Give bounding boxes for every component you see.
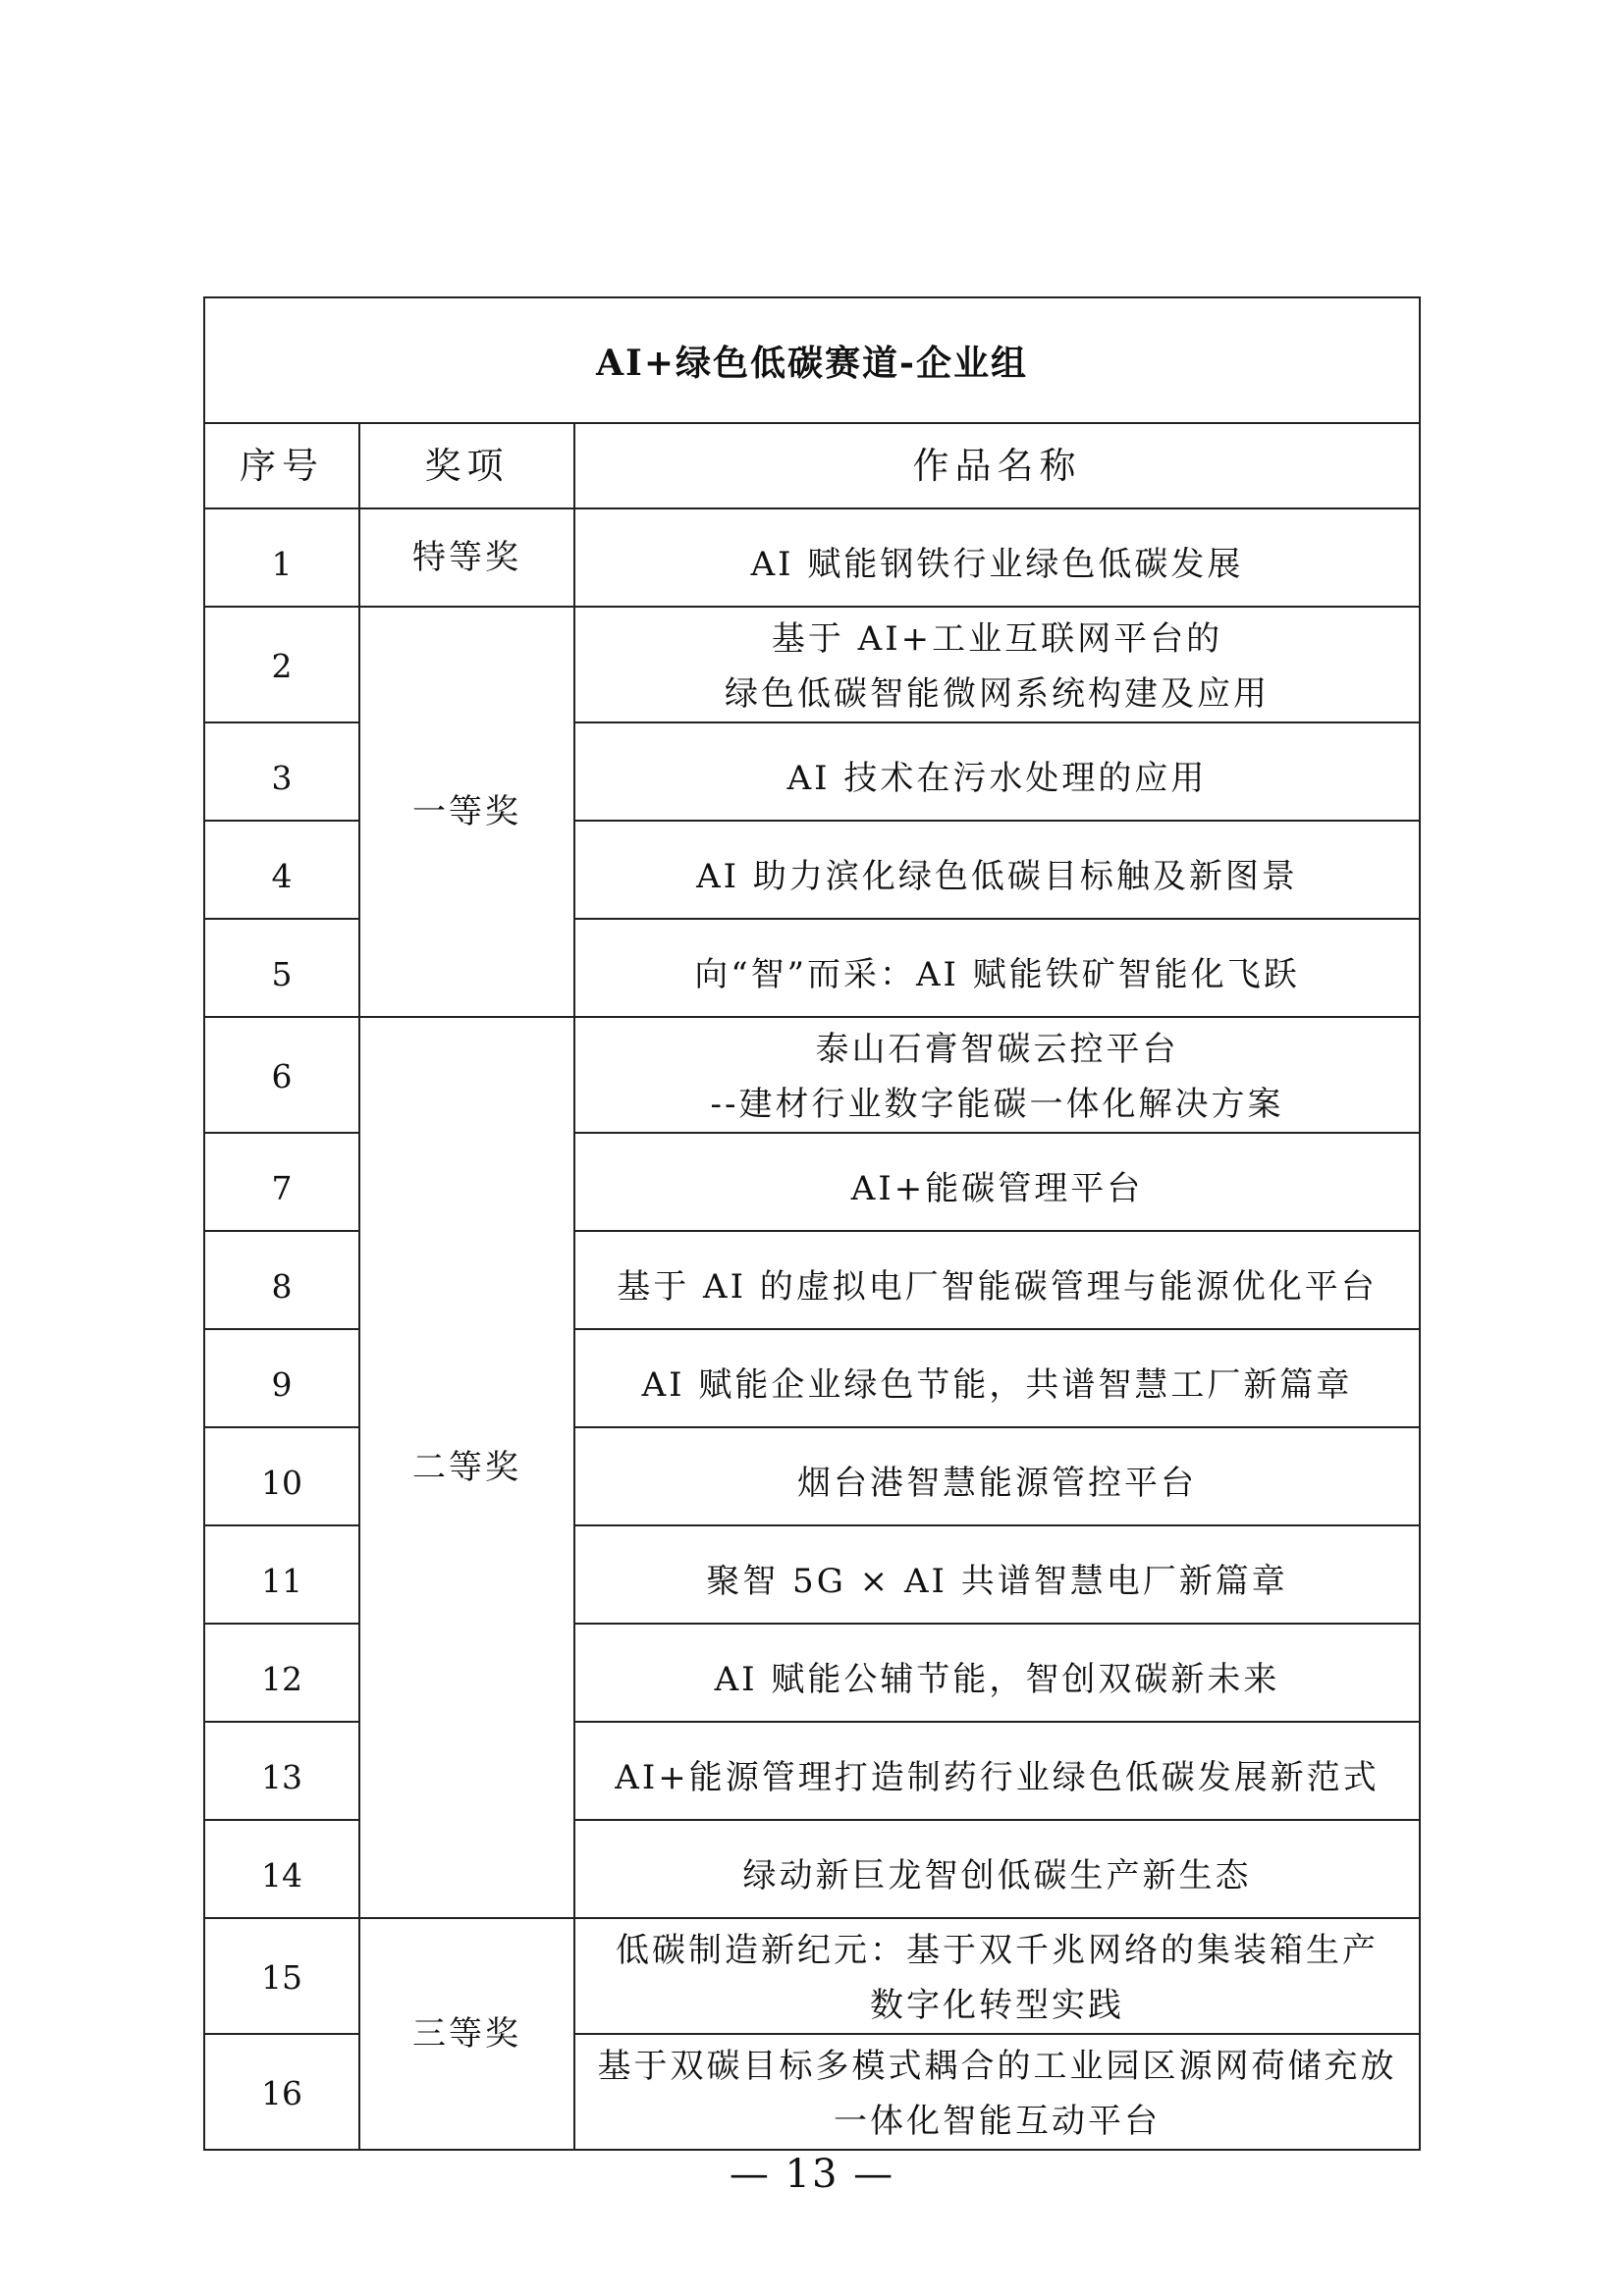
header-award: 奖项 (359, 423, 574, 508)
row-number: 16 (204, 2034, 359, 2150)
row-number: 12 (204, 1624, 359, 1722)
work-line: 数字化转型实践 (870, 1986, 1124, 2025)
work-line: AI+能碳管理平台 (850, 1169, 1144, 1208)
work-line: 基于 AI 的虚拟电厂智能碳管理与能源优化平台 (617, 1267, 1378, 1307)
header-number: 序号 (204, 423, 359, 508)
work-line: AI+能源管理打造制药行业绿色低碳发展新范式 (615, 1758, 1380, 1797)
table-row (204, 1918, 1420, 2034)
table-row (204, 508, 1420, 607)
row-number: 5 (204, 919, 359, 1017)
work-title (574, 919, 1420, 1017)
row-number: 8 (204, 1231, 359, 1329)
row-number: 13 (204, 1722, 359, 1820)
work-line: 一体化智能互动平台 (834, 2102, 1161, 2141)
award-special: 特等奖 (359, 508, 574, 607)
work-title (574, 1017, 1420, 1133)
row-number: 6 (204, 1017, 359, 1133)
row-number: 15 (204, 1918, 359, 2034)
award-first: 一等奖 (359, 607, 574, 1017)
work-line: 烟台港智慧能源管控平台 (797, 1464, 1197, 1503)
work-title (574, 1231, 1420, 1329)
header-row (204, 423, 1420, 508)
work-line: 向“智”而采：AI 赋能铁矿智能化飞跃 (694, 955, 1300, 994)
row-number: 1 (204, 508, 359, 607)
work-line: AI 技术在污水处理的应用 (786, 759, 1208, 798)
title-row (204, 297, 1420, 423)
work-title (574, 722, 1420, 821)
row-number: 9 (204, 1329, 359, 1427)
header-work: 作品名称 (574, 423, 1420, 508)
row-number: 14 (204, 1820, 359, 1918)
row-number: 10 (204, 1427, 359, 1525)
work-title (574, 1525, 1420, 1624)
work-title (574, 821, 1420, 919)
page-number: — 13 — (729, 2152, 895, 2197)
award-table (203, 296, 1421, 2151)
work-line: 泰山石膏智碳云控平台 (815, 1030, 1179, 1069)
work-line: AI 赋能钢铁行业绿色低碳发展 (750, 545, 1244, 584)
row-number: 11 (204, 1525, 359, 1624)
work-title (574, 1820, 1420, 1918)
work-line: 聚智 5G × AI 共谱智慧电厂新篇章 (706, 1562, 1288, 1601)
work-title (574, 1722, 1420, 1820)
work-line: AI 赋能公辅节能，智创双碳新未来 (714, 1660, 1280, 1699)
work-title (574, 1624, 1420, 1722)
work-line: 绿色低碳智能微网系统构建及应用 (725, 674, 1270, 714)
work-title (574, 1329, 1420, 1427)
work-title (574, 508, 1420, 607)
work-line: 低碳制造新纪元：基于双千兆网络的集装箱生产 (616, 1931, 1379, 1970)
table-title: AI+绿色低碳赛道-企业组 (204, 297, 1420, 423)
work-title (574, 2034, 1420, 2150)
work-title (574, 1918, 1420, 2034)
work-line: AI 赋能企业绿色节能，共谱智慧工厂新篇章 (641, 1365, 1353, 1405)
work-title (574, 607, 1420, 722)
work-line: --建材行业数字能碳一体化解决方案 (710, 1085, 1284, 1124)
work-title (574, 1133, 1420, 1231)
row-number: 7 (204, 1133, 359, 1231)
row-number: 3 (204, 722, 359, 821)
award-third: 三等奖 (359, 1918, 574, 2150)
table-row (204, 1017, 1420, 1133)
work-line: 基于 AI+工业互联网平台的 (771, 619, 1223, 659)
work-line: 绿动新巨龙智创低碳生产新生态 (742, 1856, 1252, 1896)
row-number: 4 (204, 821, 359, 919)
table-row (204, 607, 1420, 722)
work-line: 基于双碳目标多模式耦合的工业园区源网荷储充放 (597, 2047, 1397, 2086)
row-number: 2 (204, 607, 359, 722)
award-second: 二等奖 (359, 1017, 574, 1918)
work-title (574, 1427, 1420, 1525)
work-line: AI 助力滨化绿色低碳目标触及新图景 (696, 857, 1298, 896)
